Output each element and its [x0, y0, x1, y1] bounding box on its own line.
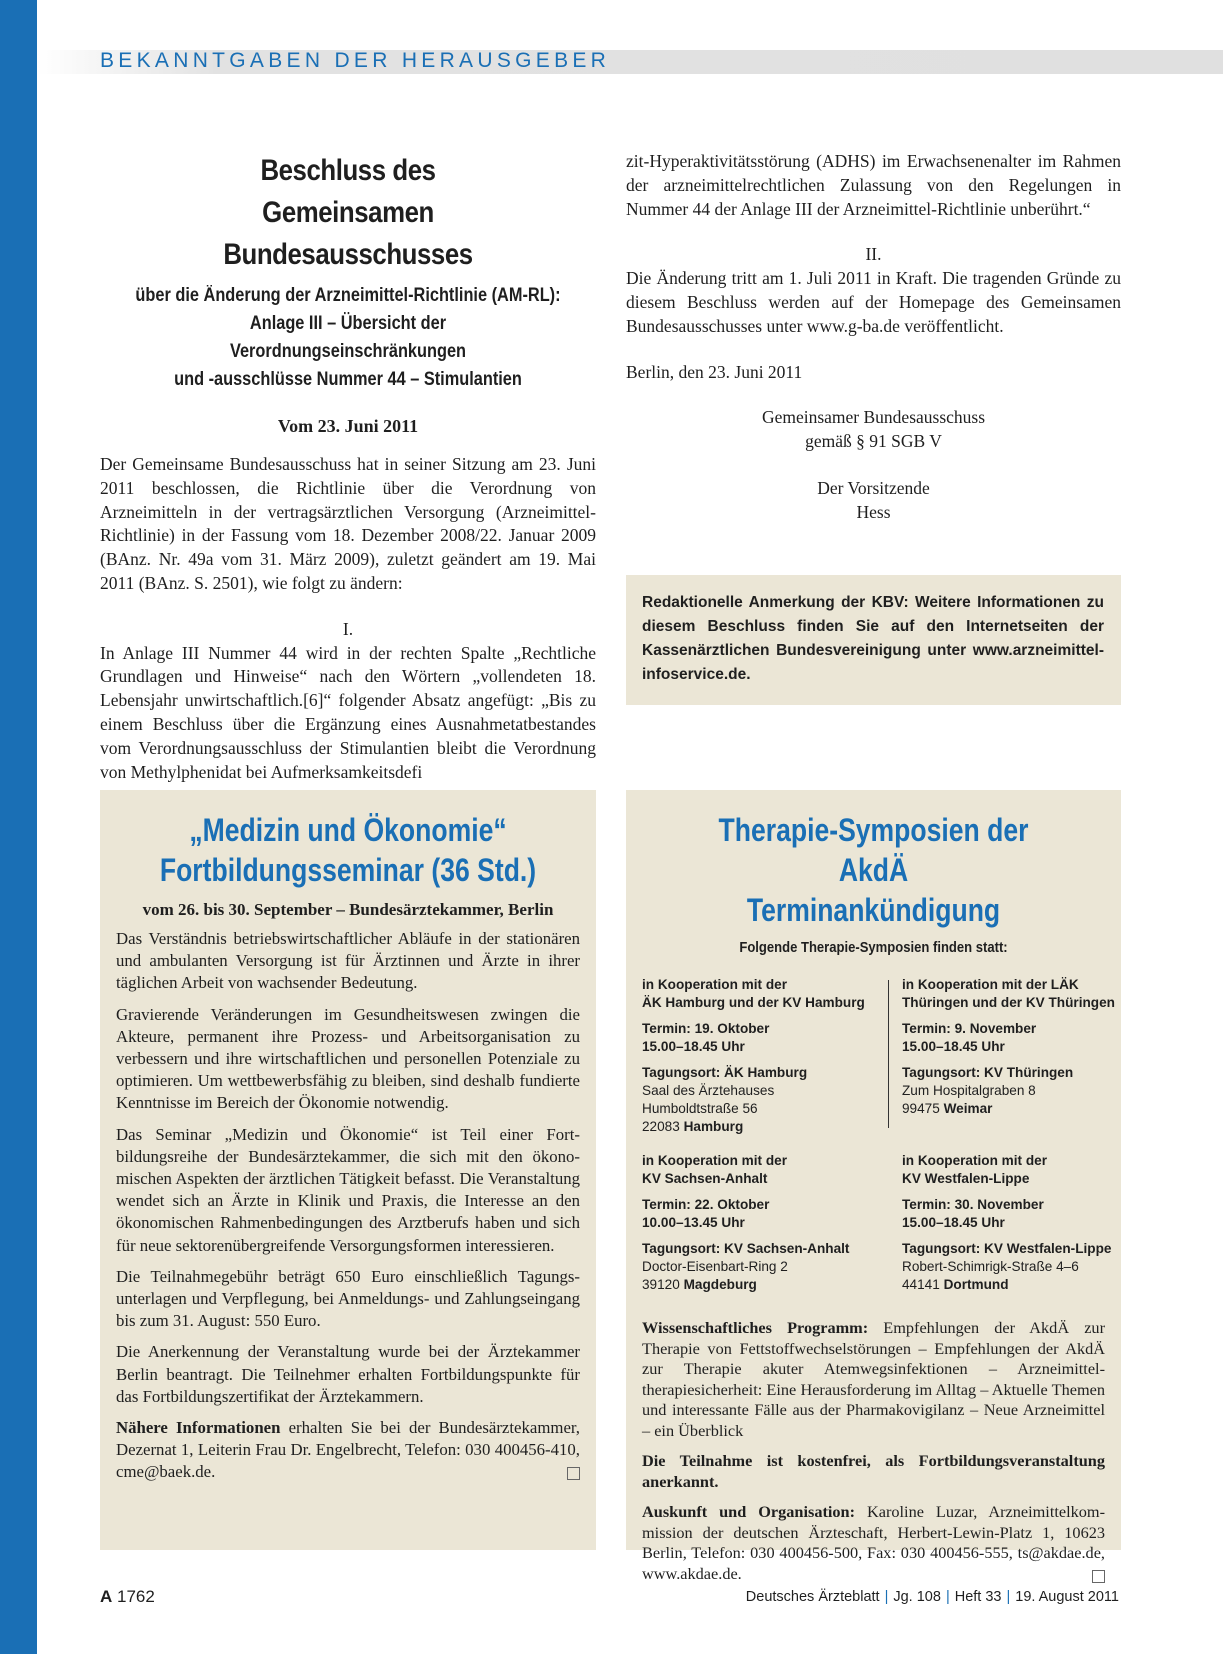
event-venue: Tagungsort: ÄK Hamburg	[642, 1065, 808, 1080]
event-address-line1: Robert-Schimrigk-Straße 4–6	[902, 1259, 1079, 1274]
seminar-paragraph-4: Die Teilnahmegebühr beträgt 650 Euro einschließlich Tagungsunterlagen und Verpflegung, bei Anmeldungs- und Zahlungseingang bis zum 31. August: 550 Euro.	[116, 1266, 580, 1331]
event-address-line1: Zum Hospitalgraben 8	[902, 1083, 1036, 1098]
symposia-title-line1: Therapie-Symposien der AkdÄ	[718, 812, 1029, 888]
section-2-text: Die Änderung tritt am 1. Juli 2011 in Kraft. Die tragenden Gründe zu diesem Beschluss werden auf der Homepage des Gemeinsamen Bundesausschusses unter www.g-ba.de veröffentlicht.	[626, 268, 1121, 336]
event-venue: Tagungsort: KV Westfalen-Lippe	[902, 1241, 1112, 1256]
notice-left-column	[100, 150, 596, 784]
seminar-info	[116, 1417, 580, 1484]
page-number-value: 1762	[117, 1587, 155, 1606]
section-2-heading: II.	[865, 244, 882, 265]
event-address-line1: Doctor-Eisenbart-Ring 2	[642, 1259, 788, 1274]
event-coop: in Kooperation mit der	[642, 977, 788, 992]
journal-issue: Heft 33	[954, 1589, 1002, 1605]
editorial-note: Redaktionelle Anmerkung der KBV: Weitere Informationen zu diesem Beschluss finden Sie auf den Internetseiten der Kassenärztlichen Bundesvereinigung unter www.arzneimittelinfoservice.de.	[642, 594, 1104, 683]
symposia-contact	[642, 1502, 1105, 1584]
event-city: Dortmund	[943, 1277, 1009, 1292]
event-time: 15.00–18.45 Uhr	[902, 1215, 1005, 1230]
footer-separator: |	[1006, 1589, 1011, 1605]
notice-right-column	[626, 150, 1121, 525]
event-coop: in Kooperation mit der	[902, 1153, 1048, 1168]
end-mark-icon	[1092, 1570, 1105, 1583]
journal-volume: Jg. 108	[893, 1589, 941, 1605]
footer-separator: |	[884, 1589, 889, 1605]
seminar-subtitle: vom 26. bis 30. September – Bundesärztekammer, Berlin	[142, 900, 554, 919]
notice-subtitle-line3: und -ausschlüsse Nummer 44 – Stimulantien	[174, 369, 522, 390]
place-date: Berlin, den 23. Juni 2011	[626, 361, 803, 382]
event-zip: 44141	[902, 1277, 940, 1292]
section-1-text: In Anlage III Nummer 44 wird in der rechten Spalte „Rechtliche Grundlagen und Hinweise“ nach den Wörtern „vollendeten 18. Lebensjahr unwirtschaftlich.[6]“ folgender Absatz angefügt: „Bis zu einem Beschluss über die Ergänzung eines Ausnahmetatbestandes vom Verordnungsausschluss der Stimulantien bleibt die Verordnung von Methylphenidat bei Aufmerksamkeitsdefi	[100, 642, 596, 782]
signatory-legal: gemäß § 91 SGB V	[805, 431, 942, 452]
seminar-box	[100, 790, 596, 1550]
section-1-continuation: zit-Hyperaktivitätsstörung (ADHS) im Erwachsenenalter im Rahmen der arzneimittelrechtlichen Zulassung von den Regelungen in Nummer 44 der Anlage III der Arzneimittel-Richtlinie unberührt.“	[626, 151, 1121, 219]
event-weimar	[902, 976, 1142, 1118]
event-address-line1: Saal des Ärztehauses	[642, 1083, 775, 1098]
notice-subtitle-line2: Anlage III – Übersicht der Verordnungseinschränkungen	[229, 313, 467, 362]
event-date: Termin: 19. Oktober	[642, 1021, 770, 1036]
symposia-free-note: Die Teilnahme ist kostenfrei, als Fortbildungsveranstaltung anerkannt.	[642, 1451, 1105, 1491]
event-coop: in Kooperation mit der LÄK	[902, 977, 1079, 992]
journal-name: Deutsches Ärzteblatt	[745, 1589, 880, 1605]
symposia-program-text: Empfehlungen der AkdÄ zur Therapie von Fettstoffwechselstörungen – Empfehlungen der AkdÄ zur Therapie akuter Atemwegsinfektionen – Arzneimitteltherapiesicherheit: Eine Herausforderung im Alltag – Aktuelle Themen und interessante Fälle aus der Pharmakovigilanz – Neue Arzneimittel – ein Überblick	[642, 1318, 1105, 1440]
signatory-name: Hess	[856, 501, 891, 522]
end-mark-icon	[567, 1467, 580, 1480]
symposia-event-grid	[642, 976, 1115, 1318]
seminar-paragraph-3: Das Seminar „Medizin und Ökonomie“ ist Teil einer Fortbildungsreihe der Bundesärztekammer, die sich mit den ökonomischen Aspekten der ärztlichen Tätigkeit befasst. Die Veranstaltung wendet sich an Ärzte in Klinik und Praxis, die Interesse an den ökonomischen Rahmenbedingungen des Arztberufs haben und sich für neue sektorenübergreifende Versorgungsformen interessieren.	[116, 1124, 580, 1255]
symposia-subtitle: Folgende Therapie-Symposien finden statt:	[739, 940, 1008, 956]
notice-intro: Der Gemeinsame Bundesausschuss hat in seiner Sitzung am 23. Juni 2011 beschlossen, die Richtlinie über die Verordnung von Arzneimitteln in der vertragsärztlichen Versorgung (Arzneimittel-Richtlinie) in der Fassung vom 18. Dezember 2008/22. Januar 2009 (BAnz. Nr. 49a vom 31. März 2009), zuletzt geändert am 19. Mai 2011 (BAnz. S. 2501), wie folgt zu ändern:	[100, 454, 596, 593]
event-venue: Tagungsort: KV Sachsen-Anhalt	[642, 1241, 850, 1256]
seminar-paragraph-5: Die Anerkennung der Veranstaltung wurde bei der Ärztekammer Berlin beantragt. Die Teilnehmer erhalten Fortbildungspunkte für das Fortbildungszertifikat der Ärztekammern.	[116, 1342, 580, 1406]
event-dortmund	[902, 1152, 1142, 1294]
event-coop-partner: Thüringen und der KV Thüringen	[902, 995, 1115, 1010]
event-coop: in Kooperation mit der	[642, 1153, 788, 1168]
event-date: Termin: 30. November	[902, 1197, 1044, 1212]
notice-subtitle-line1: über die Änderung der Arzneimittel-Richtlinie (AM-RL):	[135, 285, 561, 306]
event-column-divider	[888, 980, 889, 1128]
section-1-heading: I.	[342, 618, 354, 639]
seminar-info-text: erhalten Sie bei der Bundesärztekammer, Dezernat 1, Leiterin Frau Dr. Engelbrecht, Telefon: 030 400456-410, cme@baek.de.	[116, 1418, 580, 1482]
journal-footer	[746, 1589, 1119, 1605]
seminar-paragraph-1: Das Verständnis betriebswirtschaftlicher Abläufe in der stationären und ambulanten Versorgung ist für Ärztinnen und Ärzte in ihrer täglichen Arbeit von wachsender Bedeutung.	[116, 929, 580, 993]
event-city: Hamburg	[683, 1119, 744, 1134]
journal-date: 19. August 2011	[1015, 1589, 1119, 1605]
notice-title-line1: Beschluss des	[260, 154, 436, 187]
event-time: 10.00–13.45 Uhr	[642, 1215, 745, 1230]
signatory-org: Gemeinsamer Bundesausschuss	[761, 407, 986, 428]
symposia-box	[626, 790, 1121, 1583]
page-number	[100, 1587, 155, 1607]
notice-title-line2: Gemeinsamen Bundesausschusses	[223, 196, 473, 271]
event-hamburg	[642, 976, 882, 1136]
symposia-program-lead: Wissenschaftliches Programm:	[642, 1318, 869, 1337]
event-address-line2: Humboldtstraße 56	[642, 1101, 758, 1116]
signatory-role: Der Vorsitzende	[817, 477, 930, 498]
event-zip: 39120	[642, 1277, 680, 1292]
event-zip: 99475	[902, 1101, 940, 1116]
event-coop-partner: KV Westfalen-Lippe	[902, 1171, 1030, 1186]
seminar-info-lead: Nähere Informationen	[116, 1418, 281, 1438]
blue-sidebar-bar	[0, 0, 37, 1654]
event-magdeburg	[642, 1152, 882, 1294]
notice-subtitle	[135, 282, 562, 394]
seminar-paragraph-2: Gravierende Veränderungen im Gesundheitswesen zwingen die Akteure, permanent ihre Prozess- und Arbeitsorganisation zu verbessern und ihre wirtschaftlichen und personellen Potenziale zu optimieren. Um wettbewerbsfähig zu bleiben, sind deshalb fundierte Kenntnisse im Bereich der Ökonomie notwendig.	[116, 1004, 580, 1113]
seminar-title-line1: „Medizin und Ökonomie“	[189, 812, 507, 848]
event-zip: 22083	[642, 1119, 680, 1134]
event-coop-partner: ÄK Hamburg und der KV Hamburg	[642, 995, 865, 1010]
event-city: Weimar	[943, 1101, 993, 1116]
section-label: BEKANNTGABEN DER HERAUSGEBER	[100, 49, 611, 72]
notice-date: Vom 23. Juni 2011	[277, 416, 419, 436]
symposia-contact-text: Karoline Luzar, Arzneimittelkommission der deutschen Ärzteschaft, Herbert-Lewin-Platz 1, 10623 Berlin, Telefon: 030 400456-500, Fax: 030 400456-555, ts@akdae.de, www.akdae.de.	[642, 1502, 1105, 1583]
editorial-note-box	[626, 575, 1121, 705]
footer-separator: |	[945, 1589, 950, 1605]
event-date: Termin: 22. Oktober	[642, 1197, 770, 1212]
event-time: 15.00–18.45 Uhr	[902, 1039, 1005, 1054]
event-time: 15.00–18.45 Uhr	[642, 1039, 745, 1054]
signatory-block	[626, 406, 1121, 524]
symposia-contact-lead: Auskunft und Organisation:	[642, 1502, 856, 1521]
event-coop-partner: KV Sachsen-Anhalt	[642, 1171, 768, 1186]
symposia-title-line2: Terminankündigung	[746, 892, 1001, 928]
event-date: Termin: 9. November	[902, 1021, 1037, 1036]
event-venue: Tagungsort: KV Thüringen	[902, 1065, 1074, 1080]
seminar-title-line2: Fortbildungsseminar (36 Std.)	[159, 852, 537, 888]
event-city: Magdeburg	[683, 1277, 757, 1292]
symposia-program	[642, 1318, 1105, 1441]
page-prefix: A	[100, 1587, 113, 1606]
